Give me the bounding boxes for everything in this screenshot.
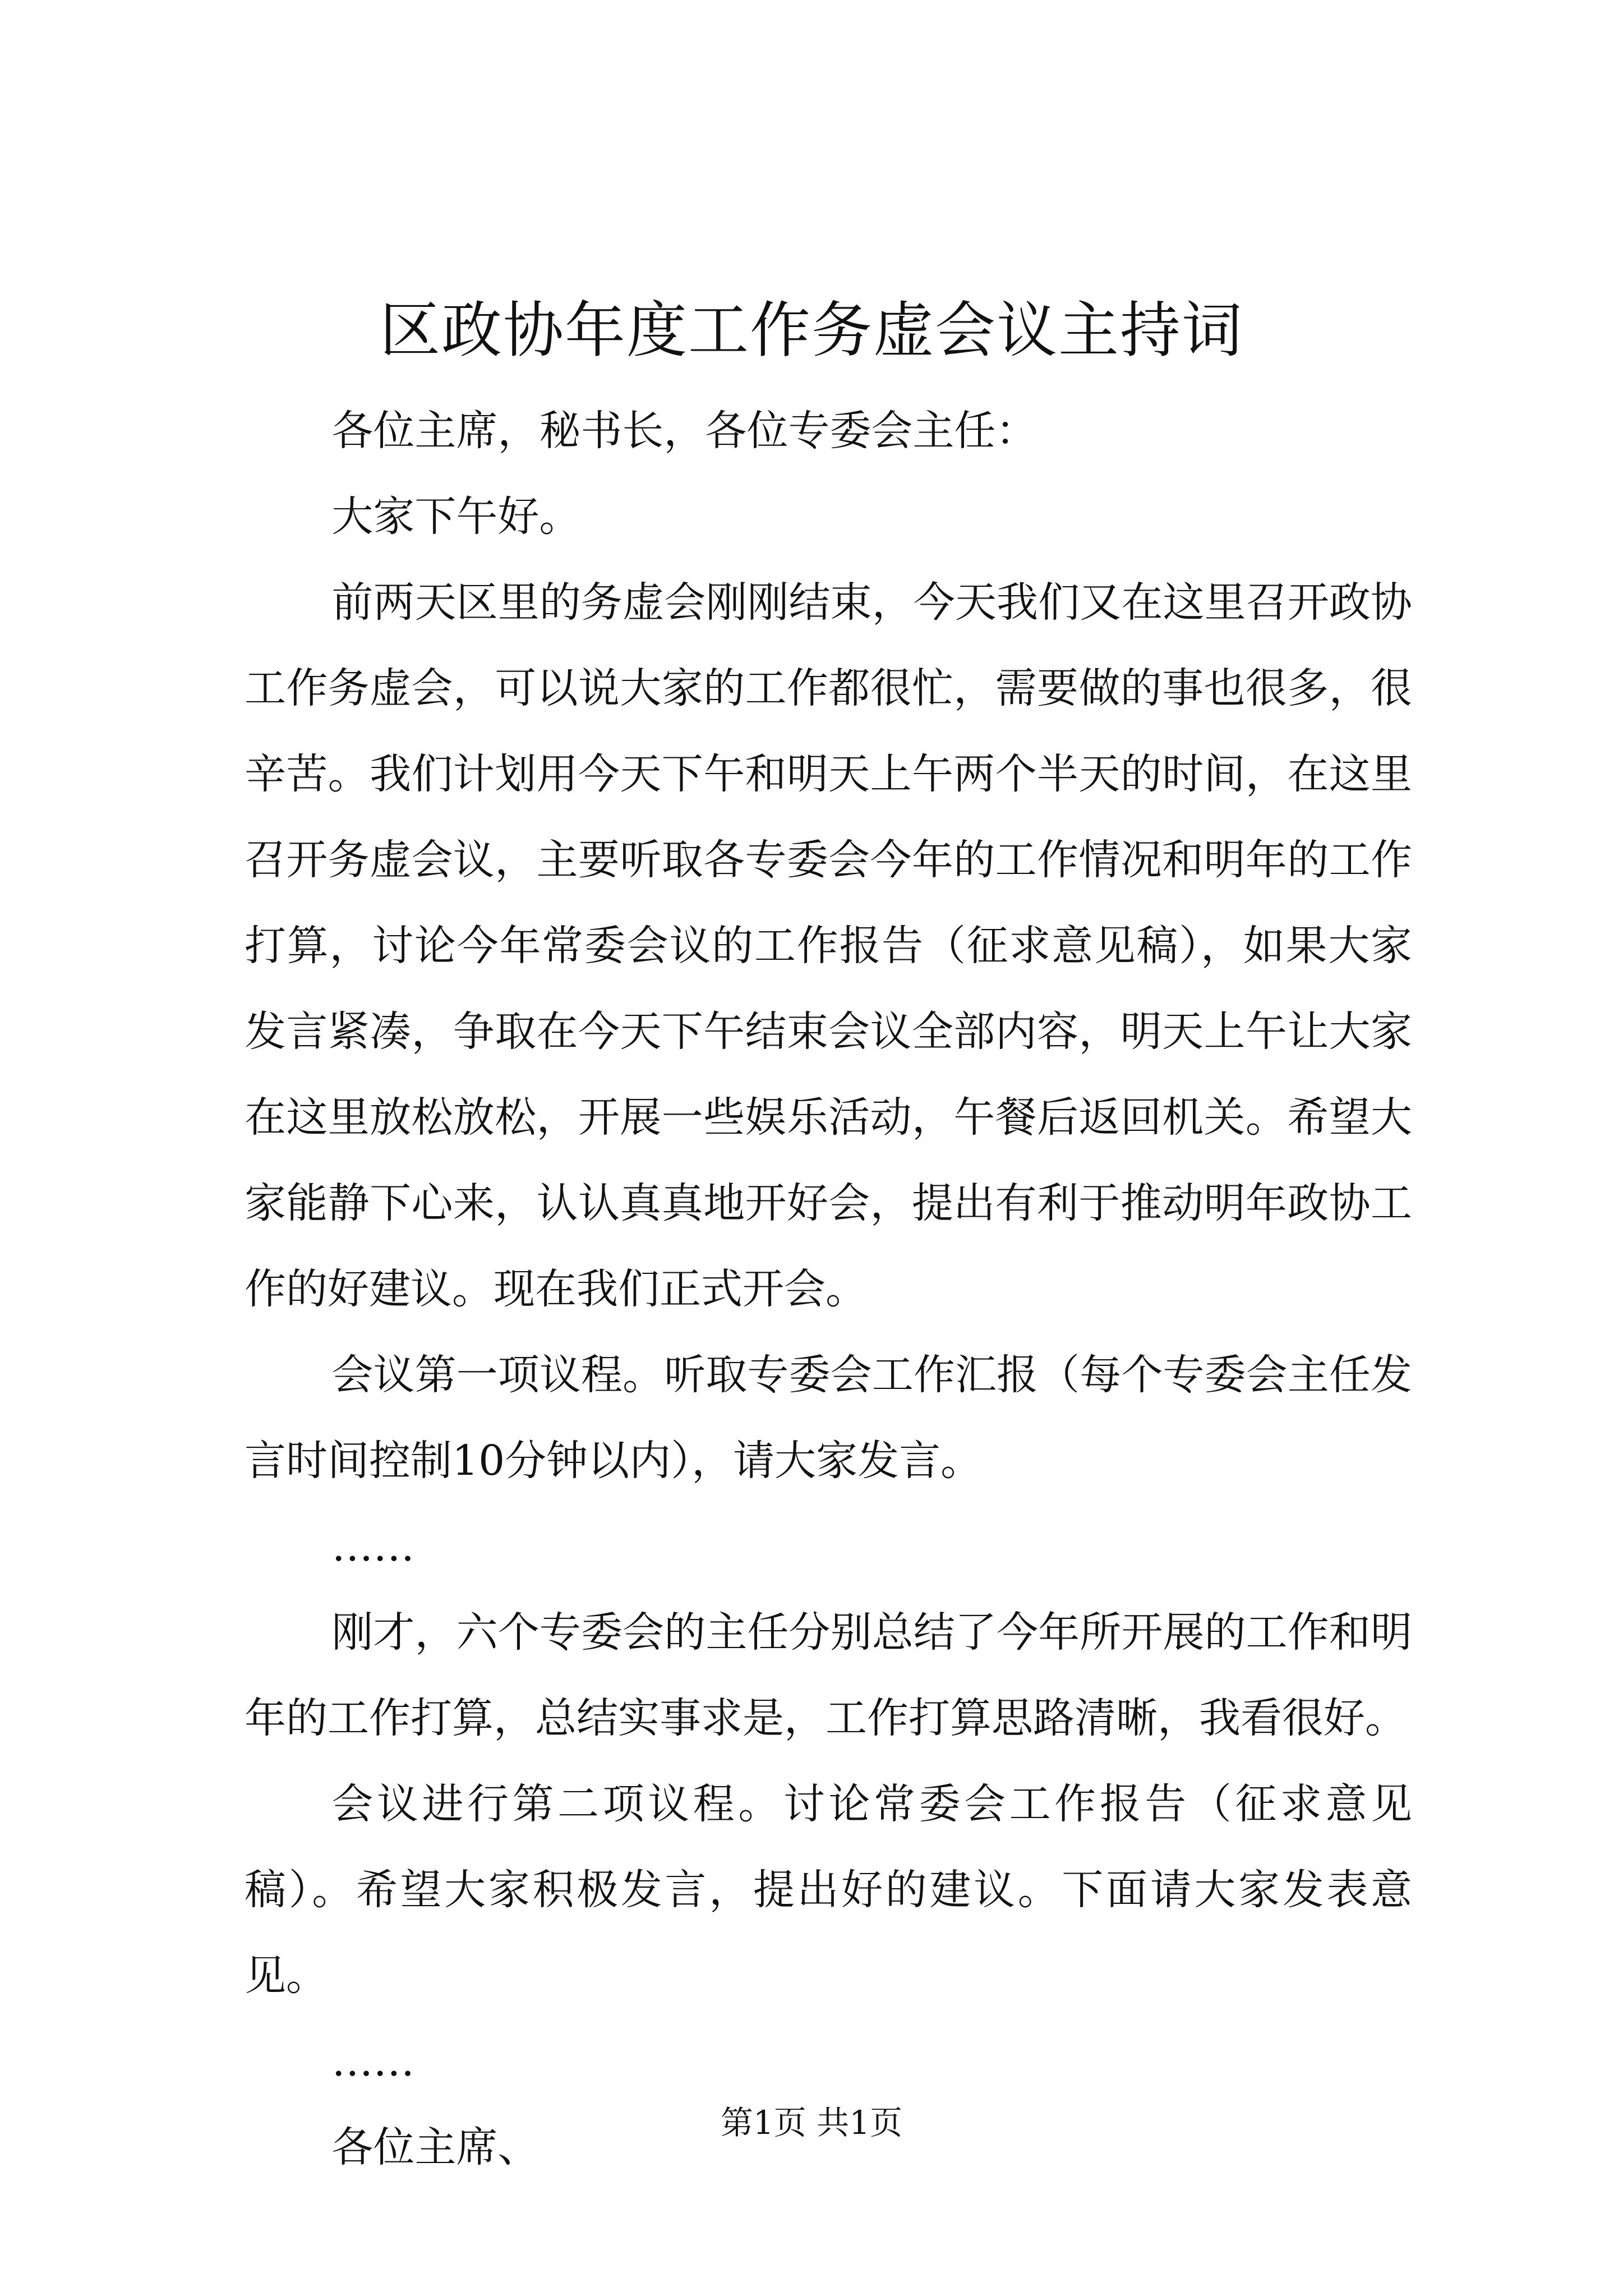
paragraph-agenda-two: 会议进行第二项议程。讨论常委会工作报告（征求意见稿）。希望大家积极发言，提出好的建议。下面请大家发表意见。 [245, 1780, 1412, 2000]
paragraph-salutation: 各位主席，秘书长，各位专委会主任： [331, 407, 1038, 455]
paragraph-summary: 刚才，六个专委会的主任分别总结了今年所开展的工作和明年的工作打算，总结实事求是，工作打算思路清晰，我看很好。 [245, 1608, 1412, 1742]
paragraph-greeting: 大家下午好。 [331, 493, 581, 541]
page-footer: 第1页 共1页 [720, 2104, 903, 2142]
document-title: 区政协年度工作务虚会议主持词 [379, 296, 1243, 366]
paragraph-agenda-one: 会议第一项议程。听取专委会工作汇报（每个专委会主任发言时间控制10分钟以内），请大家发言。 [245, 1351, 1412, 1485]
paragraph-closing-salutation: 各位主席、 [331, 2123, 540, 2171]
paragraph-opening: 前两天区里的务虚会刚刚结束，今天我们又在这里召开政协工作务虚会，可以说大家的工作都很忙，需要做的事也很多，很辛苦。我们计划用今天下午和明天上午两个半天的时间，在这里召开务虚会议，主要听取各专委会今年的工作情况和明年的工作打算，讨论今年常委会议的工作报告（征求意见稿），如果大家发言紧凑，争取在今天下午结束会议全部内容，明天上午让大家在这里放松放松，开展一些娱乐活动，午餐后返回机关。希望大家能静下心来，认认真真地开好会，提出有利于推动明年政协工作的好建议。现在我们正式开会。 [245, 578, 1412, 1313]
paragraph-ellipsis: …… [331, 1522, 415, 1571]
paragraph-ellipsis: …… [331, 2037, 415, 2086]
document-body [245, 388, 1412, 2191]
